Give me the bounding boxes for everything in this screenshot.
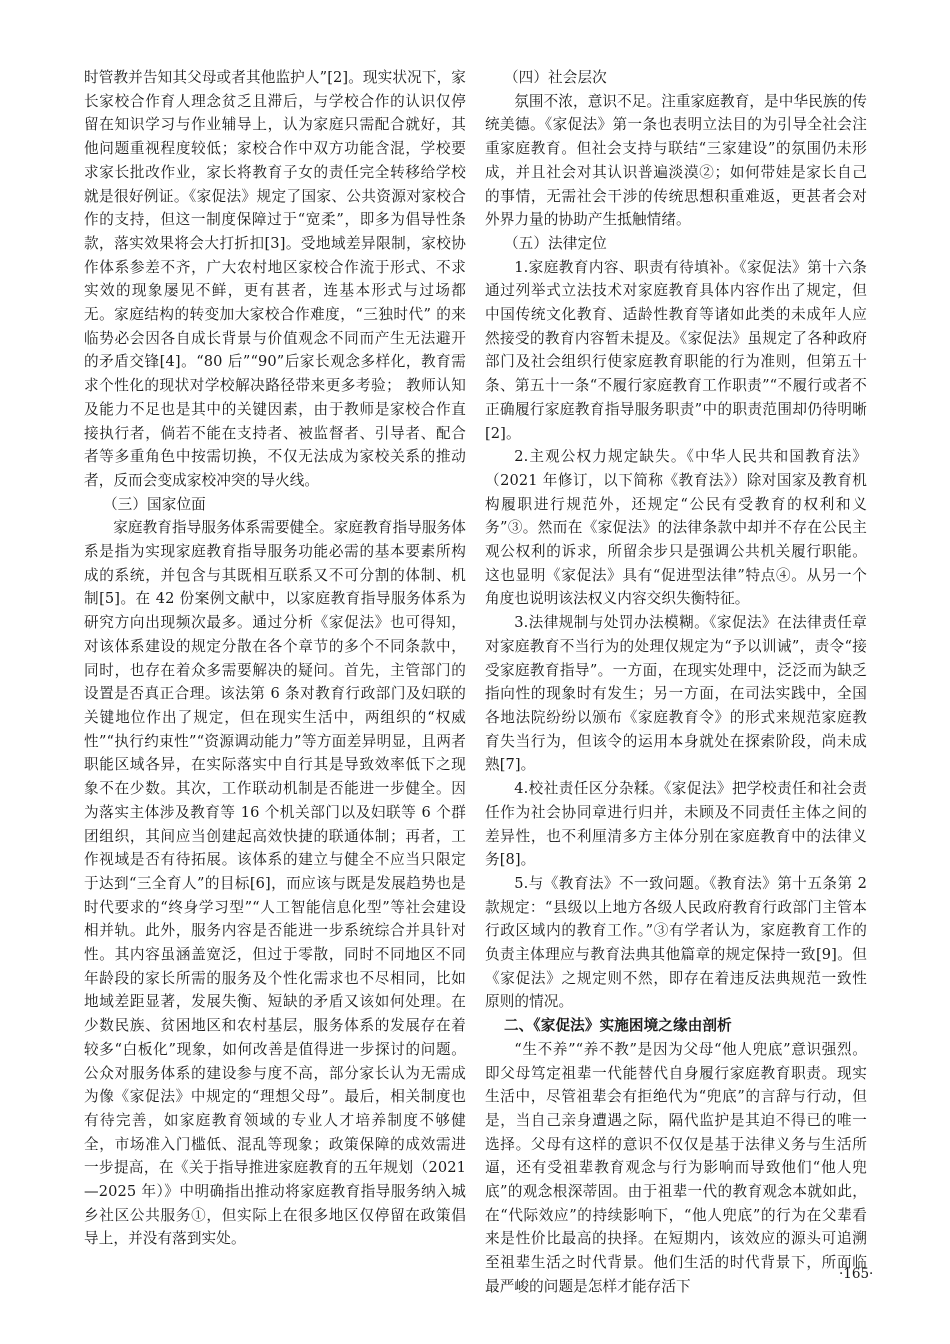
section-heading-social: （四）社会层次 [503,69,607,86]
section-heading-national: （三）国家位面 [102,495,206,513]
left-column [84,66,466,1251]
paragraph-education-law: 5.与《教育法》不一致问题。《教育法》第十五条第 2 款规定：“县级以上地方各级人民政府教育行政部门主管本行政区域内的教育工作。”③有学者认为，家庭教育工作的负责主体理应与教育法典其他篇章的规定保持一致[9]。但《家促法》之规定则不然，即存在着违反法典规范一致性原则的情况。 [485,874,867,1011]
section-heading-legal: （五）法律定位 [503,234,607,252]
paragraph-content-duties: 1.家庭教育内容、职责有待填补。《家促法》第十六条通过列举式立法技术对家庭教育具体内容作出了规定，但中国传统文化教育、适龄性教育等诸如此类的未成年人应然接受的教育内容暂未提及。《家促法》虽规定了各种政府部门及社会组织行使家庭教育职能的行为准则，但第五十条、第五十一条“不履行家庭教育工作职责”“不履行或者不正确履行家庭教育指导服务职责”中的职责范围却仍待明晰[2]。 [485,258,867,442]
right-column [485,66,867,1299]
paragraph-atmosphere: 氛围不浓，意识不足。注重家庭教育，是中华民族的传统美德。《家促法》第一条也表明立法目的为引导全社会注重家庭教育。但社会支持与联结“三家建设”的氛围仍未形成，并且社会对其认识普遍淡漠②；如何带娃是家长自己的事情，无需社会干涉的传统思想积重难返，更甚者会对外界力量的协助产生抵触情绪。 [485,92,867,229]
paragraph-school-society: 4.校社责任区分杂糅。《家促法》把学校责任和社会责任作为社会协同章进行归并，未顾及不同责任主体之间的差异性，也不利厘清多方主体分别在家庭教育中的法律义务[8]。 [485,780,867,869]
paragraph-home-school: 时管教并告知其父母或者其他监护人”[2]。现实状况下，家长家校合作育人理念贫乏且滞后，与学校合作的认识仅停留在知识学习与作业辅导上，认为家庭只需配合就好，其他问题重视程度较低；家校合作中双方功能含混，学校要求家长批改作业，家长将教育子女的责任完全转移给学校就是很好例证。《家促法》规定了国家、公共资源对家校合作的支持，但这一制度保障过于“宽柔”，即多为倡导性条款，落实效果将会大打折扣[3]。受地域差异限制，家校协作体系参差不齐，广大农村地区家校合作流于形式、不求实效的现象屡见不鲜，更有甚者，连基本形式与过场都无。家庭结构的转变加大家校合作难度，“三独时代” 的来临势必会因各自成长背景与价值观念不同而产生无法避开的矛盾交锋[4]。“80 后”“90”后家长观念多样化，教育需求个性化的现状对学校解决路径带来更多考验； 教师认知及能力不足也是其中的关键因素，由于教师是家校合作直接执行者，倘若不能在支持者、被监督者、引导者、配合者等多重角色中按需切换，不仅无法成为家校关系的推动者，反而会变成家校冲突的导火线。 [84,69,466,489]
paragraph-fallback-mindset: “生不养”“养不教”是因为父母“他人兜底”意识强烈。即父母笃定祖辈一代能替代自身履行家庭教育职责。现实生活中，尽管祖辈会有拒绝代为“兜底”的言辞与行动，但是，当自己亲身遭遇之际，隔代监护是其迫不得已的唯一选择。父母有这样的意识不仅仅是基于法律义务与生活所逼，还有受祖辈教育观念与行为影响而导致他们“他人兜底”的观念根深蒂固。由于祖辈一代的教育观念本就如此，在“代际效应”的持续影响下，“他人兜底”的行为在父辈看来是性价比最高的抉择。在短期内，该效应的源头可追溯至祖辈生活之时代背景。他们生活的时代背景下，所面临最严峻的问题是怎样才能存活下 [485,1040,867,1295]
paragraph-legal-regulation: 3.法律规制与处罚办法模糊。《家促法》在法律责任章对家庭教育不当行为的处理仅规定为“予以训诫”，责令“接受家庭教育指导”。一方面，在现实处理中，泛泛而为缺乏指向性的现象时有发生；另一方面，在司法实践中，全国各地法院纷纷以颁布《家庭教育令》的形式来规范家庭教育失当行为，但该令的运用本身就处在探索阶段，尚未成熟[7]。 [485,614,867,774]
page-number: ·165· [839,1266,874,1282]
section-title-causes: 二、《家促法》实施困境之缘由剖析 [503,1017,732,1035]
paragraph-guidance-system: 家庭教育指导服务体系需要健全。家庭教育指导服务体系是指为实现家庭教育指导服务功能必需的基本要素所构成的系统，并包含与其既相互联系又不可分割的体制、机制[5]。在 42 份案例文献中，以家庭教育指导服务体系为研究方向出现频次最多。通过分析《家促法》也可得知，对该体系建设的规定分散在各个章节的多个不同条款中，同时，也存在着众多需要解决的疑问。首先，主管部门的设置是否真正合理。该法第 6 条对教育行政部门及妇联的关键地位作出了规定，但在现实生活中，两组织的“权威性”“执行约束性”“资源调动能力”等方面差异明显，且两者职能区域各异，在实际落实中自行其是导致效率低下之现象不在少数。其次，工作联动机制是否能进一步健全。因为落实主体涉及教育等 16 个机关部门以及妇联等 6 个群团组织，其间应当创建起高效快捷的联通体制；再者，工作视域是否有待拓展。该体系的建立与健全不应当只限定于达到“三全育人”的目标[6]，而应该与既是发展趋势也是时代要求的“终身学习型”“人工智能信息化型”等社会建设相并轨。此外，服务内容是否能进一步系统综合并具针对性。其内容虽涵盖宽泛，但过于零散，同时不同地区不同年龄段的家长所需的服务及个性化需求也不尽相同，比如地域差距显著，发展失衡、短缺的矛盾又该如何处理。在少数民族、贫困地区和农村基层，服务体系的发展存在着较多“白板化”现象，如何改善是值得进一步探讨的问题。公众对服务体系的建设参与度不高，部分家长认为无需成为像《家促法》中规定的“理想父母”。最后，相关制度也有待完善，如家庭教育领域的专业人才培养制度不够健全，市场准入门槛低、混乱等现象；政策保障的成效需进一步提高，在《关于指导推进家庭教育的五年规划（2021—2025 年）》中明确指出推动将家庭教育指导服务纳入城乡社区公共服务①，但实际上在很多地区仅停留在政策倡导上，并没有落到实处。 [84,519,466,1248]
paragraph-public-power: 2.主观公权力规定缺失。《中华人民共和国教育法》（2021 年修订，以下简称《教育法》）除对国家及教育机构履职进行规范外，还规定“公民有受教育的权利和义务”③。然而在《家促法》的法律条款中却并不存在公民主观公权利的诉求，所留余步只是强调公共机关履行职能。这也显明《家促法》具有“促进型法律”特点④。从另一个角度也说明该法权义内容交织失衡特征。 [485,448,867,608]
